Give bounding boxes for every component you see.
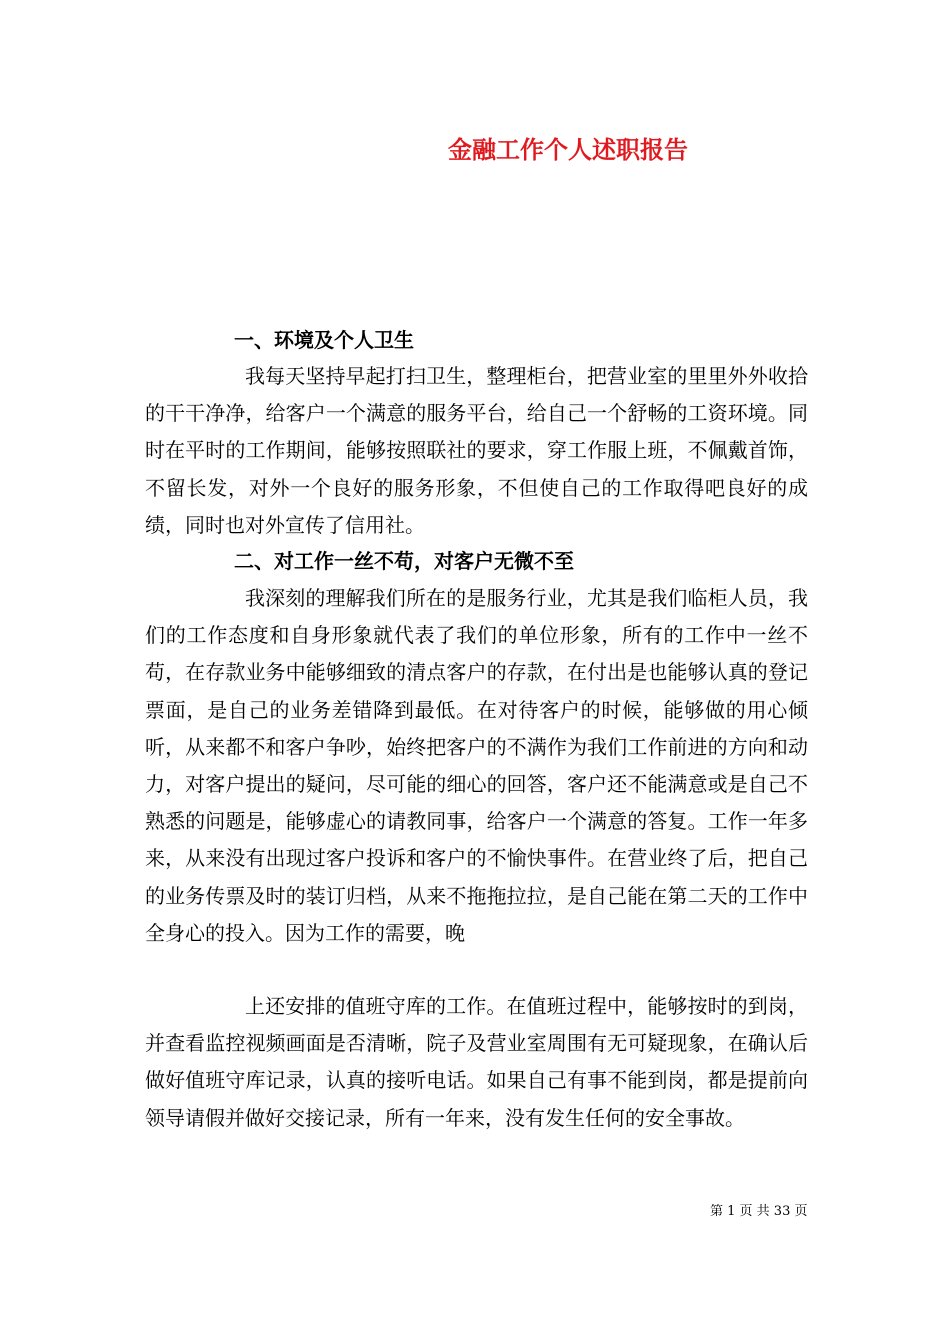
section-heading-work-attitude: 二、对工作一丝不苟，对客户无微不至	[234, 549, 574, 573]
page-number-footer: 第 1 页 共 33 页	[710, 1204, 808, 1219]
document-title: 金融工作个人述职报告	[448, 135, 688, 164]
paragraph-work-attitude: 我深刻的理解我们所在的是服务行业，尤其是我们临柜人员，我们的工作态度和自身形象就代表了我们的单位形象，所有的工作中一丝不苟，在存款业务中能够细致的清点客户的存款，在付出是也能够认真的登记票面，是自己的业务差错降到最低。在对待客户的时候，能够做的用心倾听，从来都不和客户争吵，始终把客户的不满作为我们工作前进的方向和动力，对客户提出的疑问，尽可能的细心的回答，客户还不能满意或是自己不熟悉的问题是，能够虚心的请教同事，给客户一个满意的答复。工作一年多来，从来没有出现过客户投诉和客户的不愉快事件。在营业终了后，把自己的业务传票及时的装订归档，从来不拖拖拉拉，是自己能在第二天的工作中全身心的投入。因为工作的需要，晚	[145, 586, 808, 945]
paragraph-environment: 我每天坚持早起打扫卫生，整理柜台，把营业室的里里外外收拾的干干净净，给客户一个满意的服务平台，给自己一个舒畅的工资环境。同时在平时的工作期间，能够按照联社的要求，穿工作服上班，不佩戴首饰，不留长发，对外一个良好的服务形象，不但使自己的工作取得吧良好的成绩，同时也对外宣传了信用社。	[145, 364, 808, 537]
section-heading-environment: 一、环境及个人卫生	[234, 328, 414, 352]
paragraph-night-duty: 上还安排的值班守库的工作。在值班过程中，能够按时的到岗，并查看监控视频画面是否清晰，院子及营业室周围有无可疑现象，在确认后做好值班守库记录，认真的接听电话。如果自己有事不能到岗，都是提前向领导请假并做好交接记录，所有一年来，没有发生任何的安全事故。	[145, 994, 808, 1130]
